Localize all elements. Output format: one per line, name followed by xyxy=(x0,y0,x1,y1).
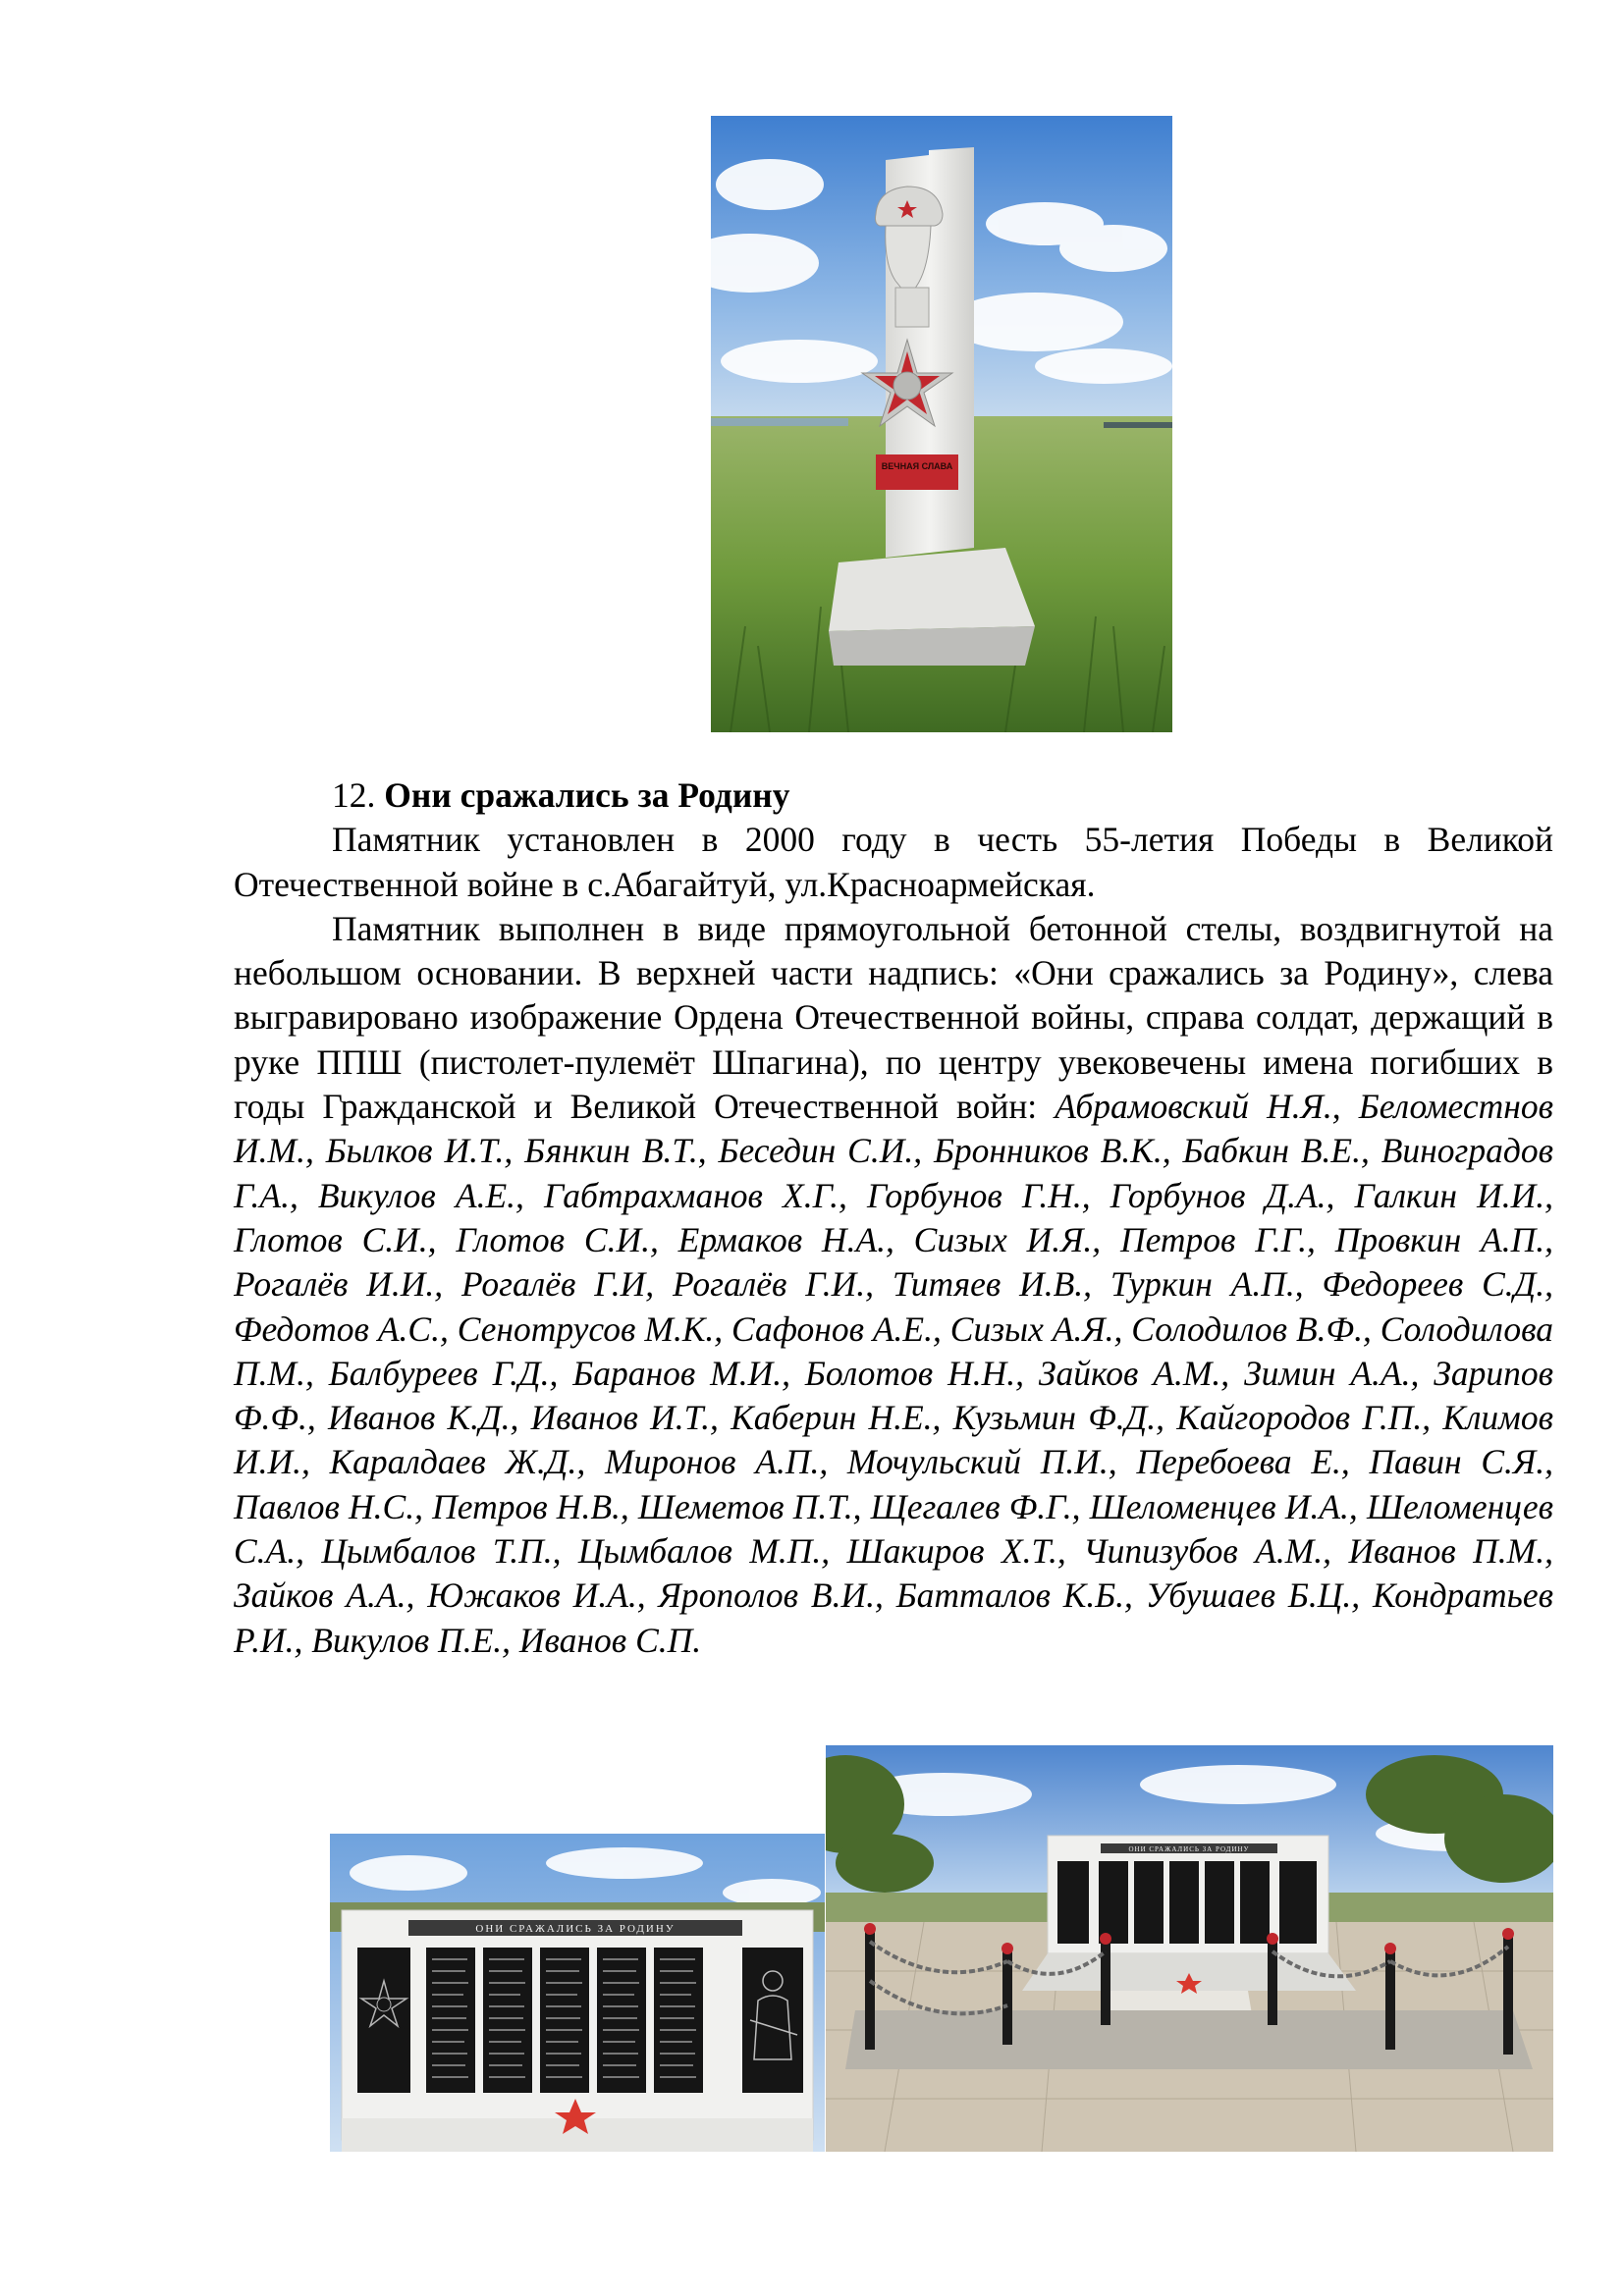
names-list: Абрамовский Н.Я., Беломестнов И.М., Былков И.Т., Бянкин В.Т., Беседин С.И., Бронников В.К., Бабкин В.Е., Виноградов Г.А., Викулов А.Е., Габтрахманов Х.Г., Горбунов Г.Н., Горбунов Д.А., Галкин И.И., Глотов С.И., Глотов С.И., Ермаков Н.А., Сизых И.Я., Петров Г.Г., Провкин А.П., Рогалёв И.И., Рогалёв Г.И, Рогалёв Г.И., Титяев И.В., Туркин А.П., Федореев С.Д., Федотов А.С., Сенотрусов М.К., Сафонов А.Е., Сизых А.Я., Солодилов В.Ф., Солодилова П.М., Балбуреев Г.Д., Баранов М.И., Болотов Н.Н., Зайков А.М., Зимин А.А., Зарипов Ф.Ф., Иванов К.Д., Иванов И.Т., Каберин Н.Е., Кузьмин Ф.Д., Кайгородов Г.П., Климов И.И., Каралдаев Ж.Д., Миронов А.П., Мочульский П.И., Перебоева Е., Павин С.Я., Павлов Н.С., Петров Н.В., Шеметов П.Т., Щегалев Ф.Г., Шеломенцев И.А., Шеломенцев С.А., Цымбалов Т.П., Цымбалов М.П., Шакиров Х.Т., Чипизубов А.М., Иванов П.М., Зайков А.А., Южаков И.А., Ярополов В.И., Батталов К.Б., Убушаев Б.Ц., Кондратьев Р.И., Викулов П.Е., Иванов С.П. xyxy=(234,1087,1554,1660)
section-title: Они сражались за Родину xyxy=(384,775,790,815)
memorial-fence-photo xyxy=(826,1745,1553,2152)
paragraph-2 xyxy=(234,907,1553,1663)
paragraph-1: Памятник установлен в 2000 году в честь 55-летия Победы в Великой Отечественной войне в с.Абагайтуй, ул.Красноармейская. xyxy=(234,820,1553,904)
stele-plinth xyxy=(829,626,1035,666)
order-plaque xyxy=(357,1948,410,2093)
red-plaque xyxy=(876,454,958,490)
stele-photo xyxy=(711,116,1172,732)
memorial-illustration xyxy=(826,1745,1553,2152)
plaque-text: ВЕЧНАЯ СЛАВА xyxy=(881,461,953,471)
memorial-inscription: ОНИ СРАЖАЛИСЬ ЗА РОДИНУ xyxy=(1128,1845,1250,1853)
text-block xyxy=(234,774,1553,1663)
paragraph-2-intro: Памятник выполнен в виде прямоугольной бетонной стелы, воздвигнутой на небольшом основании. В верхней части надпись: «Они сражались за Родину», слева выгравировано изображение Ордена Отечественной войны, справа солдат, держащий в руке ППШ (пистолет-пулемёт Шпагина), по центру увековечены имена погибших в годы Гражданской и Великой Отечественной войн: xyxy=(234,908,1553,1127)
stele-illustration xyxy=(711,116,1172,732)
wall-illustration xyxy=(330,1834,825,2152)
memorial-wall-photo xyxy=(330,1834,825,2152)
section-number: 12. xyxy=(332,775,376,815)
wall-inscription: ОНИ СРАЖАЛИСЬ ЗА РОДИНУ xyxy=(475,1923,676,1935)
section-heading xyxy=(234,774,1553,818)
fence-base xyxy=(845,2010,1533,2069)
